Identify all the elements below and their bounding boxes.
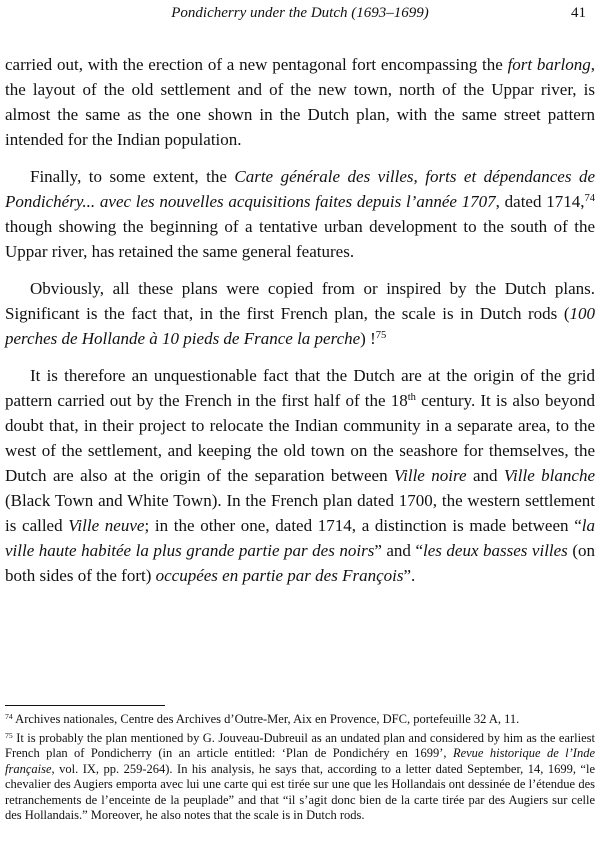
- italic-text: 100 perches de Hollande à 10 pieds de France la perche: [5, 304, 595, 348]
- text-run: century. It is also beyond doubt that, in their project to relocate the Indian community in a separate area, to the west of the settlement, and keeping the old town on the seashore for themselves, the Dutch are also at the origin of the separation between: [5, 391, 595, 485]
- text-run: It is therefore an unquestionable fact that the Dutch are at the origin of the grid pattern carried out by the French in the first half of the 18: [5, 366, 595, 410]
- text-run: Finally, to some extent, the: [30, 167, 235, 186]
- footnote-ref: 75: [375, 330, 387, 342]
- text-run: , vol. IX, pp. 259-264). In his analysis, he says that, according to a letter dated September, 14, 1699, “le chevalier des Augiers emporta avec lui une carte qui est tirée sur une que les Hollandais ont dessinée de l’étendue des retranchements de l’enceinte de la peuplade” and that “il s’agit donc bien de la carte tirée par des Augiers sur celle des Hollandais.” Moreover, he also notes that the scale is in Dutch rods.: [5, 761, 595, 822]
- paragraph: [5, 276, 595, 351]
- paragraph: [5, 363, 595, 588]
- text-run: (Black Town and White Town). In the French plan dated 1700, the western settlement is called: [5, 491, 595, 535]
- italic-text: la ville haute habitée la plus grande partie par des noirs: [5, 516, 595, 560]
- footnote-74: [5, 712, 595, 728]
- text-run: ” and “: [374, 541, 423, 560]
- text-run: Obviously, all these plans were copied from or inspired by the Dutch plans. Significant is the fact that, in the first French plan, the scale is in Dutch rods (: [5, 279, 595, 323]
- text-run: though showing the beginning of a tentative urban development to the south of the Uppar river, has retained the same general features.: [5, 217, 595, 261]
- paragraph: [5, 164, 595, 264]
- italic-text: occupées en partie par des François: [155, 566, 404, 585]
- text-run: (on both sides of the fort): [5, 541, 595, 585]
- text-run: carried out, with the erection of a new pentagonal fort encompassing the: [5, 55, 508, 74]
- page-number: 41: [571, 5, 586, 21]
- italic-text: Ville blanche: [503, 466, 595, 485]
- running-title: Pondicherry under the Dutch (1693–1699): [171, 5, 429, 21]
- text-run: Archives nationales, Centre des Archives d’Outre-Mer, Aix en Provence, DFC, portefeuille 32 A, 11.: [12, 712, 520, 726]
- footnote-ref: 74: [584, 193, 595, 205]
- footnote-ref: th: [407, 392, 416, 404]
- footnote-ref: 74: [5, 711, 13, 721]
- body-text: [5, 52, 595, 600]
- paragraph: [5, 52, 595, 152]
- footnotes: [5, 712, 595, 827]
- text-run: ”.: [403, 566, 416, 585]
- italic-text: Carte générale des villes, forts et dépendances de Pondichéry... avec les nouvelles acquisitions faites depuis l’année 1707: [5, 167, 595, 211]
- italic-text: les deux basses villes: [423, 541, 568, 560]
- italic-text: fort barlong: [507, 55, 591, 74]
- footnote-ref: 75: [5, 730, 13, 740]
- text-run: , the layout of the old settlement and of the new town, north of the Uppar river, is almost the same as the one shown in the Dutch plan, with the same street pattern intended for the Indian population.: [5, 55, 595, 149]
- text-run: , dated 1714,: [495, 192, 585, 211]
- text-run: It is probably the plan mentioned by G. Jouveau-Dubreuil as an undated plan and considered by him as the earliest French plan of Pondicherry (in an article entitled: ‘Plan de Pondichéry en 1699’,: [5, 730, 595, 760]
- italic-text: Ville neuve: [68, 516, 145, 535]
- page-header: [0, 0, 600, 24]
- italic-text: Ville noire: [394, 466, 467, 485]
- footnote-divider: [5, 705, 165, 706]
- text-run: ; in the other one, dated 1714, a distinction is made between “: [144, 516, 582, 535]
- text-run: and: [466, 466, 504, 485]
- italic-text: Revue historique de l’Inde française: [5, 746, 595, 776]
- text-run: ) !: [360, 329, 376, 348]
- footnote-75: [5, 731, 595, 824]
